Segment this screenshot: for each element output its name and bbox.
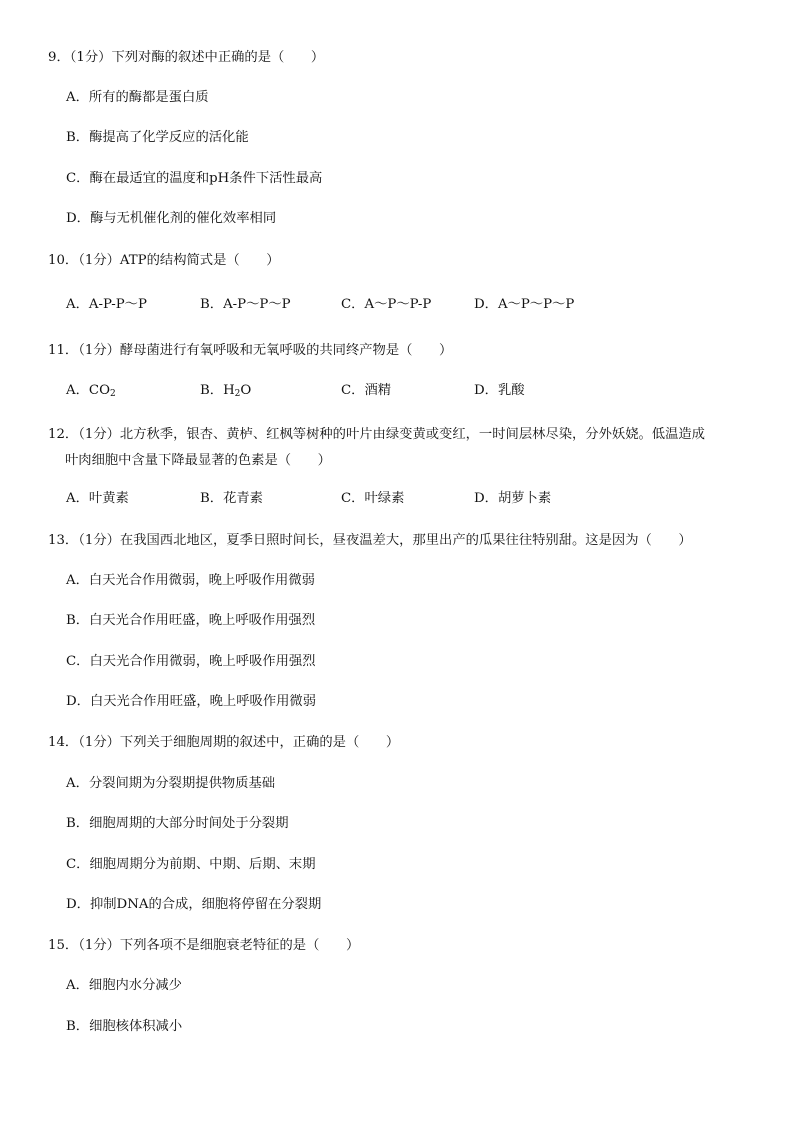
option-11a	[66, 381, 116, 401]
question-number: 13．	[48, 533, 79, 548]
option-11b-tail: O	[240, 383, 252, 398]
question-9	[48, 47, 754, 68]
subscript: 2	[234, 389, 241, 399]
option-9d: D．酶与无机催化剂的催化效率相同	[66, 211, 277, 226]
option-10c: C．A～P～P-P	[341, 297, 432, 312]
option-12a: A．叶黄素	[66, 491, 129, 506]
question-score: （1分）	[69, 50, 112, 65]
option-13c: C．白天光合作用微弱，晚上呼吸作用强烈	[66, 654, 316, 669]
question-11	[48, 340, 754, 361]
option-12d: D．胡萝卜素	[474, 491, 552, 506]
option-14c: C．细胞周期分为前期、中期、后期、末期	[66, 857, 316, 872]
question-score: （1分）	[78, 427, 120, 442]
option-14d: D．抑制DNA的合成，细胞将停留在分裂期	[66, 897, 322, 912]
question-stem: ATP的结构简式是（ ）	[119, 253, 280, 268]
question-score: （1分）	[78, 343, 120, 358]
question-14	[48, 732, 754, 753]
question-12	[48, 422, 754, 474]
question-13	[48, 530, 754, 551]
option-9b: B．酶提高了化学反应的活化能	[66, 130, 249, 145]
question-stem: 下列各项不是细胞衰老特征的是（ ）	[119, 938, 360, 953]
option-14a: A．分裂间期为分裂期提供物质基础	[66, 776, 276, 791]
option-15a: A．细胞内水分减少	[66, 978, 182, 993]
question-stem-line2: 叶肉细胞中含量下降最显著的色素是（ ）	[65, 453, 331, 468]
question-stem: 酵母菌进行有氧呼吸和无氧呼吸的共同终产物是（ ）	[119, 343, 453, 358]
question-number: 14．	[48, 735, 79, 750]
question-stem: 下列关于细胞周期的叙述中，正确的是（ ）	[119, 735, 400, 750]
question-score: （1分）	[78, 533, 120, 548]
question-number: 10．	[48, 253, 79, 268]
question-score: （1分）	[78, 735, 120, 750]
option-13d: D．白天光合作用旺盛，晚上呼吸作用微弱	[66, 694, 317, 709]
question-15	[48, 935, 754, 956]
option-13b: B．白天光合作用旺盛，晚上呼吸作用强烈	[66, 613, 316, 628]
option-9c: C．酶在最适宜的温度和pH条件下活性最高	[66, 171, 323, 186]
question-stem-line1: 北方秋季，银杏、黄栌、红枫等树种的叶片由绿变黄或变红，一时间层林尽染，分外妖娆。低温造成	[119, 427, 705, 442]
option-15b: B．细胞核体积减小	[66, 1019, 183, 1034]
option-10d: D．A～P～P～P	[474, 297, 575, 312]
option-11b	[200, 381, 251, 401]
question-number: 9．	[48, 50, 70, 65]
question-stem: 下列对酶的叙述中正确的是（ ）	[111, 50, 325, 65]
question-10	[48, 250, 754, 271]
option-14b: B．细胞周期的大部分时间处于分裂期	[66, 816, 289, 831]
question-stem: 在我国西北地区，夏季日照时间长，昼夜温差大，那里出产的瓜果往往特别甜。这是因为（ ）	[119, 533, 692, 548]
option-9a: A．所有的酶都是蛋白质	[66, 90, 209, 105]
option-11d: D．乳酸	[474, 383, 525, 398]
option-11a-text: A．CO	[66, 383, 110, 398]
question-number: 12．	[48, 427, 79, 442]
option-10a: A．A-P-P～P	[66, 297, 147, 312]
option-12b: B．花青素	[200, 491, 263, 506]
option-12c: C．叶绿素	[341, 491, 405, 506]
question-score: （1分）	[78, 253, 120, 268]
option-11b-text: B．H	[200, 383, 235, 398]
question-score: （1分）	[78, 938, 120, 953]
option-13a: A．白天光合作用微弱，晚上呼吸作用微弱	[66, 573, 315, 588]
subscript: 2	[109, 389, 116, 399]
option-10b: B．A-P～P～P	[200, 297, 291, 312]
question-number: 11．	[48, 343, 79, 358]
option-11c: C．酒精	[341, 383, 392, 398]
question-number: 15．	[48, 938, 79, 953]
